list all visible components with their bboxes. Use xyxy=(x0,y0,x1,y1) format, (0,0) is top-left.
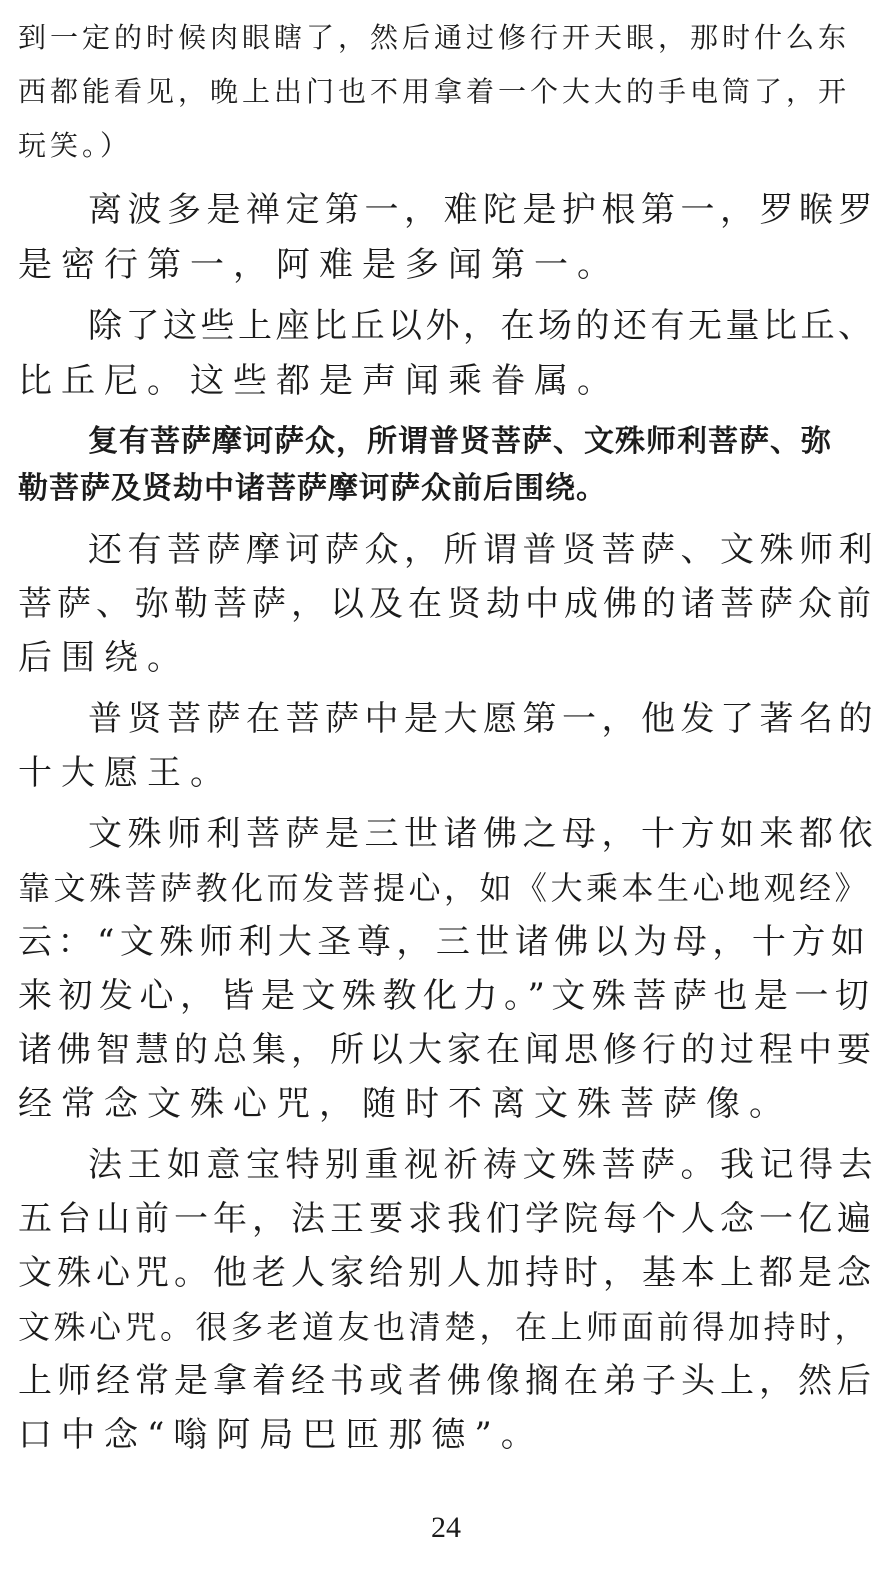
text-line: 十大愿王。 xyxy=(18,753,233,793)
text-line: 口中念“嗡阿局巴匝那德”。 xyxy=(18,1415,544,1455)
paragraph-first-line: 法王如意宝特别重视祈祷文殊菩萨。我记得去 xyxy=(88,1145,878,1185)
text-line: 到一定的时候肉眼瞎了，然后通过修行开天眼，那时什么东 xyxy=(18,21,851,54)
text-line: 菩萨、弥勒菩萨，以及在贤劫中成佛的诸菩萨众前 xyxy=(18,584,876,624)
paragraph-first-line: 普贤菩萨在菩萨中是大愿第一，他发了著名的 xyxy=(88,699,878,739)
text-line: 诸佛智慧的总集，所以大家在闻思修行的过程中要 xyxy=(18,1030,876,1070)
text-line: 玩笑。） xyxy=(18,129,133,162)
text-line: 西都能看见，晚上出门也不用拿着一个大大的手电筒了，开 xyxy=(18,75,851,108)
text-line: 来初发心，皆是文殊教化力。”文殊菩萨也是一切 xyxy=(18,976,876,1016)
text-line: 是密行第一，阿难是多闻第一。 xyxy=(18,245,620,285)
page-number: 24 xyxy=(431,1511,461,1544)
text-line: 五台山前一年，法王要求我们学院每个人念一亿遍 xyxy=(18,1199,876,1239)
paragraph-first-line: 离波多是禅定第一，难陀是护根第一，罗睺罗 xyxy=(88,190,878,230)
text-line: 云：“文殊师利大圣尊，三世诸佛以为母，十方如 xyxy=(18,922,871,962)
paragraph-first-line: 文殊师利菩萨是三世诸佛之母，十方如来都依 xyxy=(88,814,878,854)
paragraph-first-line: 除了这些上座比丘以外，在场的还有无量比丘、 xyxy=(88,306,876,346)
text-line: 上师经常是拿着经书或者佛像搁在弟子头上，然后 xyxy=(18,1361,876,1401)
text-line: 经常念文殊心咒，随时不离文殊菩萨像。 xyxy=(18,1084,792,1124)
text-line: 文殊心咒。很多老道友也清楚，在上师面前得加持时， xyxy=(18,1308,871,1346)
sutra-quote-line: 复有菩萨摩诃萨众，所谓普贤菩萨、文殊师利菩萨、弥 xyxy=(88,424,832,459)
paragraph-first-line: 还有菩萨摩诃萨众，所谓普贤菩萨、文殊师利 xyxy=(88,530,878,570)
text-line: 文殊心咒。他老人家给别人加持时，基本上都是念 xyxy=(18,1253,876,1293)
text-line: 靠文殊菩萨教化而发菩提心，如《大乘本生心地观经》 xyxy=(18,869,871,907)
text-line: 后围绕。 xyxy=(18,638,190,678)
sutra-quote-line: 勒菩萨及贤劫中诸菩萨摩诃萨众前后围绕。 xyxy=(18,471,607,506)
text-line: 比丘尼。这些都是声闻乘眷属。 xyxy=(18,361,620,401)
